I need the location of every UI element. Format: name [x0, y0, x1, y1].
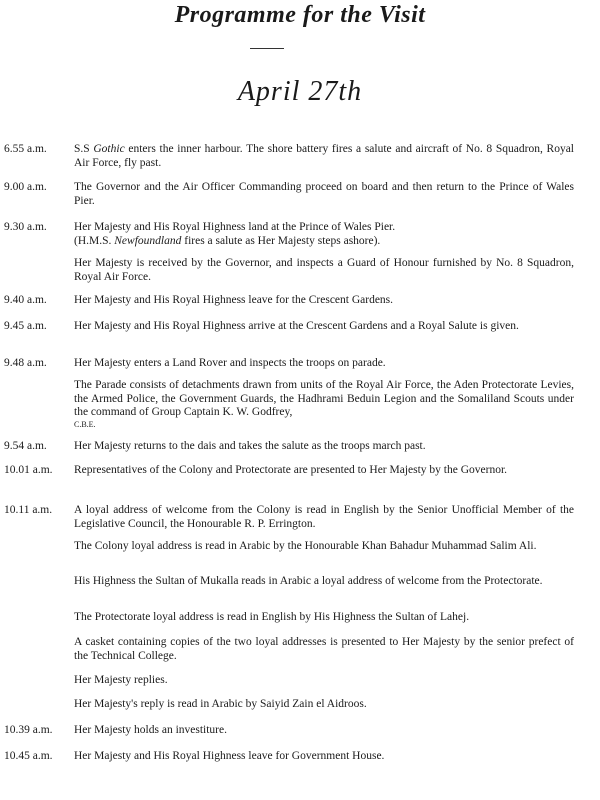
entry-time: 9.54 a.m.	[4, 440, 47, 452]
entry-time: 9.00 a.m.	[4, 181, 47, 193]
entry-time: 9.30 a.m.	[4, 221, 47, 233]
entry-text-line	[74, 235, 574, 249]
entry-text: Her Majesty and His Royal Highness leave for the Crescent Gardens.	[74, 294, 394, 306]
entry-time: 10.01 a.m.	[4, 464, 53, 476]
entry-time: 10.45 a.m.	[4, 750, 53, 762]
entry-continuation: Her Majesty's reply is read in Arabic by Saiyid Zain el Aidroos.	[74, 698, 367, 710]
ship-name: Gothic	[93, 143, 125, 155]
entry-time: 6.55 a.m.	[4, 143, 47, 155]
entry-text: The Governor and the Air Officer Commanding proceed on board and then return to the Prince of Wales Pier.	[74, 181, 574, 207]
entry-continuation	[74, 379, 574, 430]
entry-continuation: A casket containing copies of the two loyal addresses is presented to Her Majesty by the senior prefect of the Technical College.	[74, 636, 574, 662]
entry-text	[74, 221, 574, 248]
entry-time: 9.48 a.m.	[4, 357, 47, 369]
honours-postnominal: C.B.E.	[74, 419, 96, 429]
entry-continuation: The Protectorate loyal address is read in English by His Highness the Sultan of Lahej.	[74, 611, 470, 623]
entry-text: Her Majesty and His Royal Highness arrive at the Crescent Gardens and a Royal Salute is given.	[74, 320, 519, 332]
page-title: Programme for the Visit	[174, 2, 426, 28]
ship-name: Newfoundland	[114, 234, 182, 247]
entry-text-part: fires a salute as Her Majesty steps ashore).	[181, 234, 381, 247]
entry-continuation: Her Majesty replies.	[74, 674, 168, 686]
entry-text: Representatives of the Colony and Protectorate are presented to Her Majesty by the Governor.	[74, 464, 508, 476]
entry-text: Her Majesty returns to the dais and takes the salute as the troops march past.	[74, 440, 426, 452]
title-divider	[250, 48, 284, 49]
entry-text: Her Majesty enters a Land Rover and inspects the troops on parade.	[74, 357, 386, 369]
entry-text: Her Majesty and His Royal Highness leave for Government House.	[74, 750, 385, 762]
entry-text-part: S.S	[74, 143, 94, 155]
entry-text: Her Majesty holds an investiture.	[74, 724, 227, 736]
entry-text-part: (H.M.S.	[74, 234, 115, 247]
entry-continuation: The Colony loyal address is read in Arabic by the Honourable Khan Bahadur Muhammad Salim Ali.	[74, 540, 537, 552]
entry-text	[74, 143, 574, 170]
entry-continuation: His Highness the Sultan of Mukalla reads in Arabic a loyal address of welcome from the Protectorate.	[74, 575, 543, 587]
entry-text-part: enters the inner harbour. The shore battery fires a salute and aircraft of No. 8 Squadron, Royal Air Force, fly past.	[74, 143, 574, 169]
entry-time: 9.40 a.m.	[4, 294, 47, 306]
date-heading: April 27th	[237, 76, 363, 107]
entry-time: 10.11 a.m.	[4, 504, 53, 516]
entry-time: 9.45 a.m.	[4, 320, 47, 332]
entry-time: 10.39 a.m.	[4, 724, 53, 736]
entry-continuation: Her Majesty is received by the Governor, and inspects a Guard of Honour furnished by No. 8 Squadron, Royal Air Force.	[74, 257, 574, 283]
entry-text: A loyal address of welcome from the Colony is read in English by the Senior Unofficial Member of the Legislative Council, the Honourable R. P. Errington.	[74, 504, 574, 530]
entry-text-part: The Parade consists of detachments drawn from units of the Royal Air Force, the Aden Protectorate Levies, the Armed Police, the Government Guards, the Hadhrami Beduin Legion and the Somaliland Scouts under the command of Group Captain K. W. Godfrey,	[74, 379, 574, 418]
entry-text-line: Her Majesty and His Royal Highness land at the Prince of Wales Pier.	[74, 221, 396, 233]
